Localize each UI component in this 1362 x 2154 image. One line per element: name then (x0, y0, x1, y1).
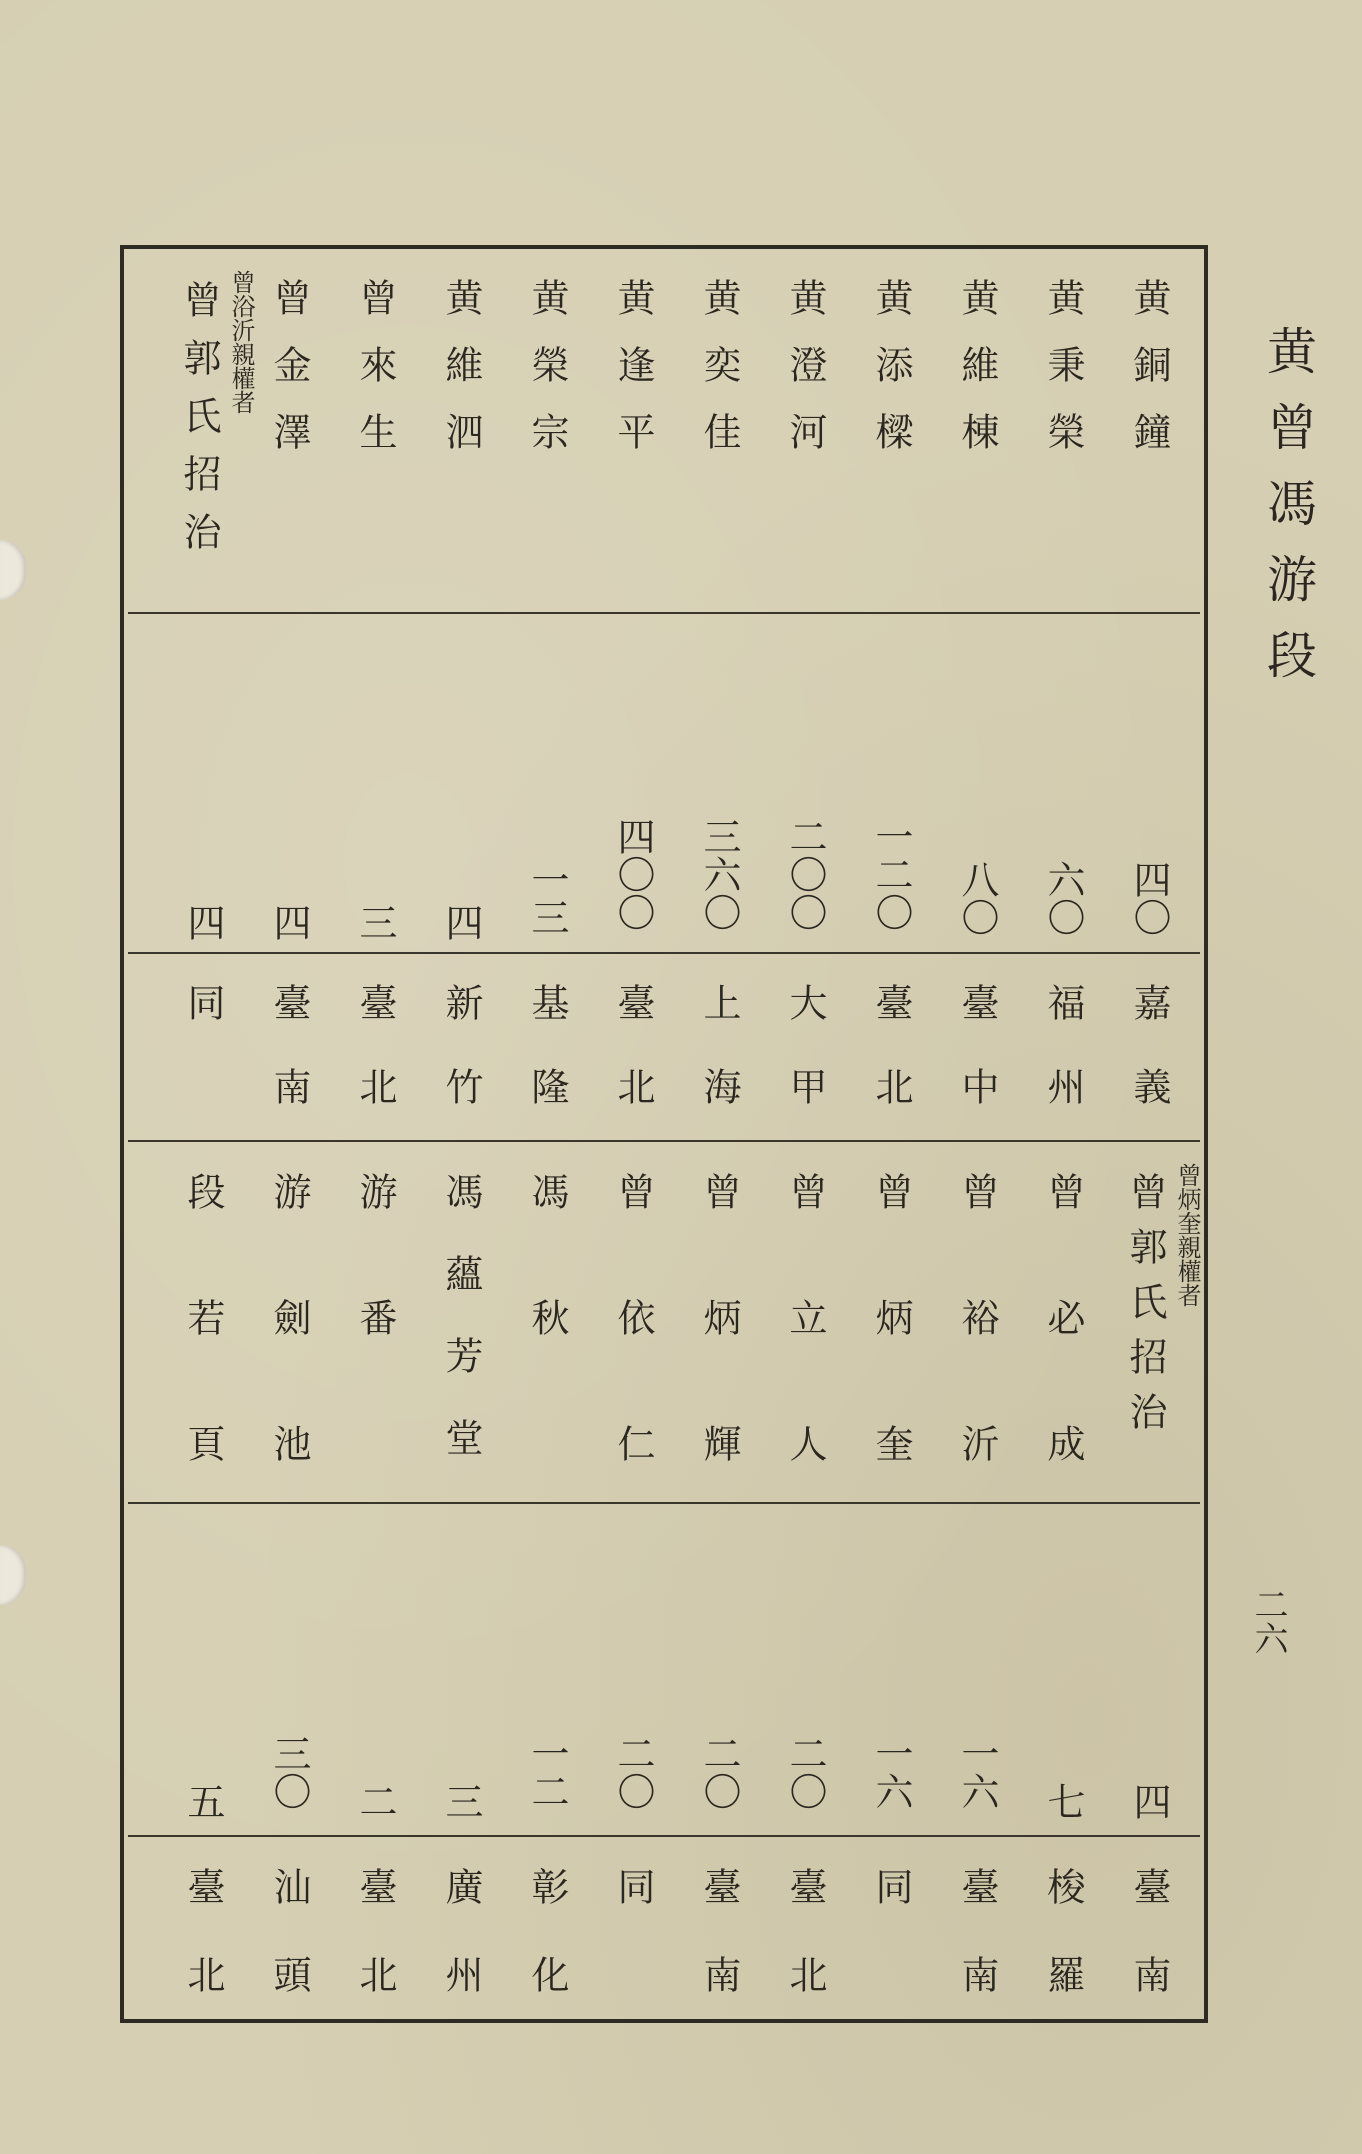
guardian-name: 曾郭氏招治 (1123, 1172, 1167, 1447)
guardian-name: 游劍池 (267, 1172, 311, 1550)
age-value: 四 (181, 903, 225, 941)
residence-place: 同 (611, 1867, 655, 1955)
residence-place: 臺南 (697, 1867, 741, 2043)
person-name: 曾來生 (353, 278, 397, 479)
person-name: 曾郭氏招治 (177, 280, 221, 570)
residence-place: 廣州 (439, 1867, 483, 2043)
age-value: 一三 (525, 860, 569, 936)
age-value: 六〇 (1041, 860, 1085, 936)
person-name: 黄維泗 (439, 278, 483, 479)
origin-place: 臺北 (869, 983, 913, 1151)
origin-place: 基隆 (525, 983, 569, 1151)
origin-place: 上海 (697, 983, 741, 1151)
age-value: 一二〇 (869, 817, 913, 931)
origin-place: 福州 (1041, 983, 1085, 1151)
residence-place: 同 (869, 1867, 913, 1955)
origin-place: 大甲 (783, 983, 827, 1151)
residence-place: 汕頭 (267, 1867, 311, 2043)
count-value: 五 (181, 1782, 225, 1820)
count-value: 二 (353, 1782, 397, 1820)
guardian-name: 曾炳輝 (697, 1172, 741, 1550)
age-value: 四 (439, 903, 483, 941)
origin-place: 臺南 (267, 983, 311, 1151)
age-value: 八〇 (955, 860, 999, 936)
person-name: 黄奕佳 (697, 278, 741, 479)
page-side-title: 黄曾馮游段 (1259, 325, 1317, 705)
person-name: 黄添樑 (869, 278, 913, 479)
count-value: 四 (1127, 1782, 1171, 1820)
count-value: 三 (439, 1782, 483, 1820)
count-value: 三〇 (267, 1734, 311, 1810)
residence-place: 臺北 (181, 1867, 225, 2043)
origin-place: 新竹 (439, 983, 483, 1151)
guardian-name: 曾炳奎 (869, 1172, 913, 1550)
guardian-name: 馮蘊芳堂 (439, 1172, 483, 1500)
person-name: 黄逢平 (611, 278, 655, 479)
guardian-name: 曾立人 (783, 1172, 827, 1550)
guardian-note: 曾炳奎親權者 (1173, 1163, 1201, 1307)
residence-place: 梭羅 (1041, 1867, 1085, 2043)
residence-place: 彰化 (525, 1867, 569, 2043)
count-value: 七 (1041, 1782, 1085, 1820)
guardian-name: 馮秋 (525, 1172, 569, 1424)
guardian-name: 曾裕沂 (955, 1172, 999, 1550)
count-value: 一二 (525, 1734, 569, 1810)
age-value: 三六〇 (697, 817, 741, 931)
count-value: 一六 (955, 1734, 999, 1810)
person-name: 黄榮宗 (525, 278, 569, 479)
age-value: 四〇 (1127, 860, 1171, 936)
age-value: 四〇〇 (611, 817, 655, 931)
age-value: 三 (353, 903, 397, 941)
person-name: 黄秉榮 (1041, 278, 1085, 479)
age-value: 四 (267, 903, 311, 941)
count-value: 二〇 (611, 1734, 655, 1810)
person-name: 曾金澤 (267, 278, 311, 479)
guardian-name: 段若頁 (181, 1172, 225, 1550)
guardian-name: 游番 (353, 1172, 397, 1424)
name-note: 曾浴沂親權者 (227, 270, 255, 414)
guardian-name: 曾依仁 (611, 1172, 655, 1550)
origin-place: 臺北 (611, 983, 655, 1151)
person-name: 黄銅鐘 (1127, 278, 1171, 479)
count-value: 一六 (869, 1734, 913, 1810)
residence-place: 臺北 (353, 1867, 397, 2043)
origin-place: 同 (181, 983, 225, 1067)
origin-place: 臺北 (353, 983, 397, 1151)
residence-place: 臺南 (1127, 1867, 1171, 2043)
residence-place: 臺南 (955, 1867, 999, 2043)
guardian-name: 曾必成 (1041, 1172, 1085, 1550)
origin-place: 臺中 (955, 983, 999, 1151)
count-value: 二〇 (697, 1734, 741, 1810)
page-number: 二六 (1248, 1587, 1288, 1655)
age-value: 二〇〇 (783, 817, 827, 931)
residence-place: 臺北 (783, 1867, 827, 2043)
person-name: 黄維棟 (955, 278, 999, 479)
origin-place: 嘉義 (1127, 983, 1171, 1151)
count-value: 二〇 (783, 1734, 827, 1810)
person-name: 黄澄河 (783, 278, 827, 479)
